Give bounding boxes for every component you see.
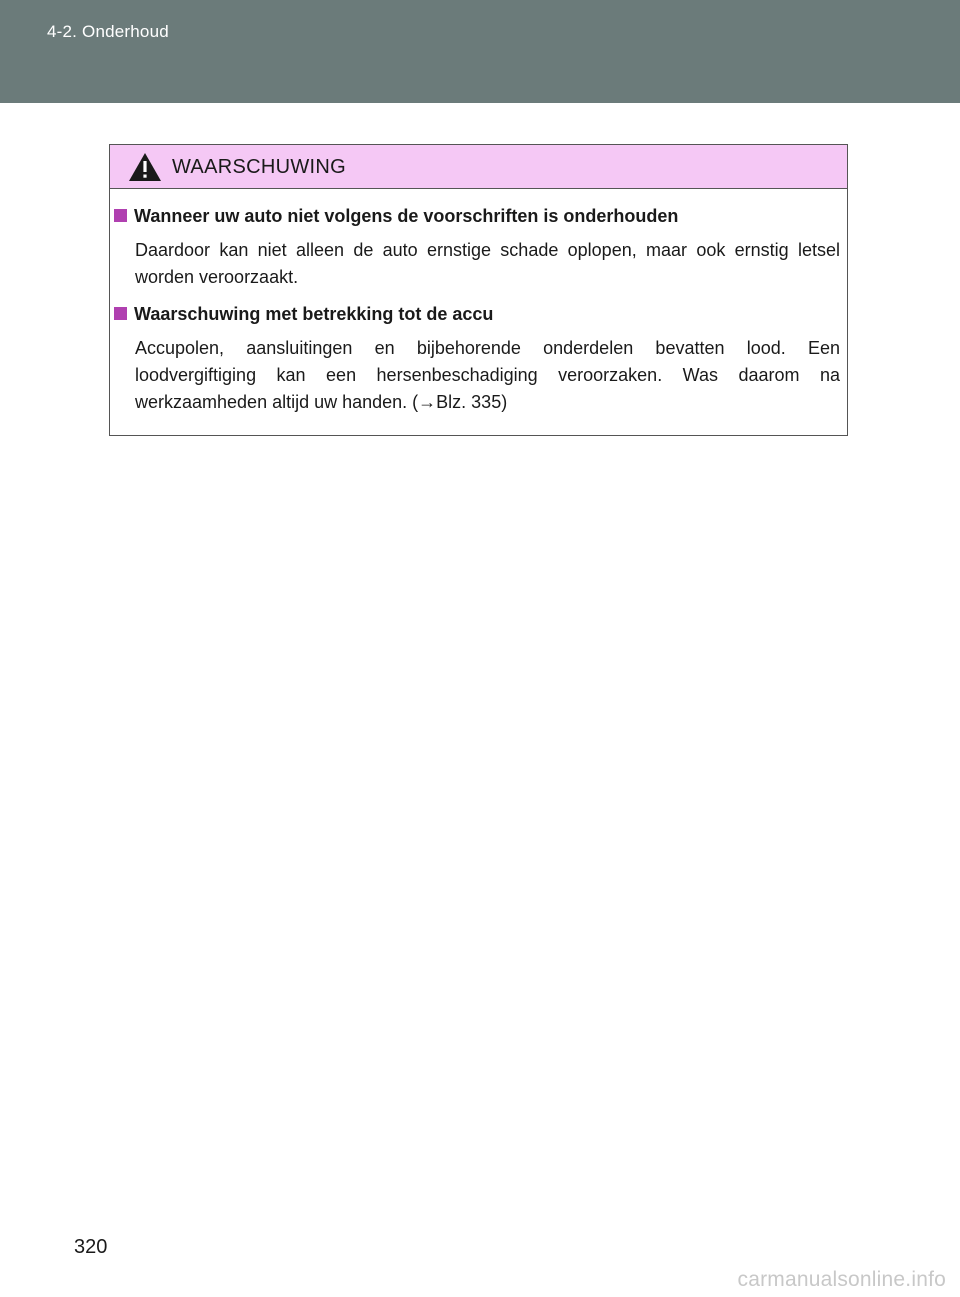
warning-triangle-icon <box>128 152 162 182</box>
watermark: carmanualsonline.info <box>737 1268 946 1291</box>
warning-header <box>110 145 847 189</box>
section-body: Daardoor kan niet alleen de auto ernstige schade oplopen, maar ook ernstig letsel worden veroorzaakt. <box>135 240 840 287</box>
warning-box <box>109 144 848 436</box>
section-heading <box>114 304 493 325</box>
page-number: 320 <box>74 1236 108 1258</box>
square-bullet-icon <box>114 209 127 222</box>
section-heading-text: Waarschuwing met betrekking tot de accu <box>134 304 494 324</box>
warning-title: WAARSCHUWING <box>172 156 346 178</box>
section-title: 4-2. Onderhoud <box>47 22 169 41</box>
square-bullet-icon <box>114 307 127 320</box>
section-body: Accupolen, aansluitingen en bijbehorende onderdelen bevatten lood. Een loodvergiftiging kan een hersenbeschadiging veroorzaken. Was daarom na werkzaamheden altijd uw handen. (→Blz. 335) <box>135 338 840 412</box>
section-header-bar <box>0 0 960 103</box>
section-heading-text: Wanneer uw auto niet volgens de voorschriften is onderhouden <box>134 206 679 226</box>
section-heading <box>114 206 678 227</box>
